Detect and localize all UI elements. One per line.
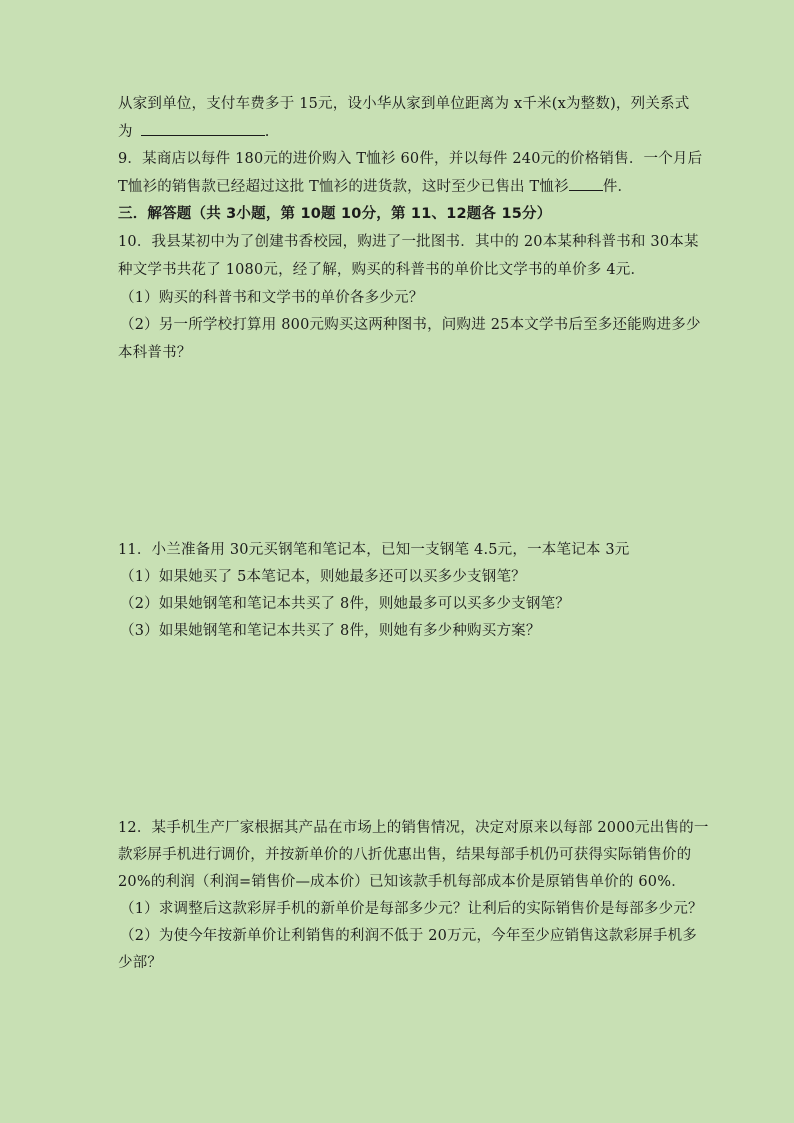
q8-answer-blank[interactable]	[141, 121, 265, 136]
q8-answer-suffix: .	[264, 124, 270, 140]
q10-sub-1: （1）购买的科普书和文学书的单价各多少元？	[120, 290, 424, 306]
q10-line-2: 种文学书共花了 1080元，经了解，购买的科普书的单价比文学书的单价多 4元．	[118, 262, 646, 278]
q12-line-1: 12．某手机生产厂家根据其产品在市场上的销售情况，决定对原来以每部 2000元出售的一	[118, 820, 709, 836]
q12-line-2: 款彩屏手机进行调价，并按新单价的八折优惠出售，结果每部手机仍可获得实际销售价的	[118, 847, 692, 863]
q10-sub-2-line-1: （2）另一所学校打算用 800元购买这两种图书，问购进 25本文学书后至多还能购进多少	[120, 317, 701, 333]
q12-sub-2-line-1: （2）为使今年按新单价让利销售的利润不低于 20万元，今年至少应销售这款彩屏手机多	[120, 928, 697, 944]
q10-sub-2-line-2: 本科普书？	[118, 345, 192, 361]
section-3-heading: 三．解答题（共 3小题，第 10题 10分，第 11、12题各 15分）	[118, 206, 552, 222]
q11-sub-3: （3）如果她钢笔和笔记本共买了 8件，则她有多少种购买方案？	[120, 623, 541, 639]
q9-line-2-suffix: 件．	[602, 179, 633, 195]
q9-line-2	[118, 176, 632, 197]
q11-sub-2: （2）如果她钢笔和笔记本共买了 8件，则她最多可以买多少支钢笔？	[120, 596, 570, 612]
q12-sub-2-line-2: 少部？	[118, 955, 163, 971]
q9-line-1: 9．某商店以每件 180元的进价购入 T恤衫 60件，并以每件 240元的价格销售．一个月后	[118, 151, 703, 167]
q10-line-1: 10．我县某初中为了创建书香校园，购进了一批图书．其中的 20本某种科普书和 30本某	[118, 234, 699, 250]
q8-line-1: 从家到单位，支付车费多于 15元，设小华从家到单位距离为 x千米(x为整数)，列关系式	[118, 96, 690, 112]
q12-sub-1: （1）求调整后这款彩屏手机的新单价是每部多少元？让利后的实际销售价是每部多少元？	[120, 901, 703, 917]
q11-sub-1: （1）如果她买了 5本笔记本，则她最多还可以买多少支钢笔？	[120, 569, 526, 585]
q9-line-2-text: T恤衫的销售款已经超过这批 T恤衫的进货款，这时至少已售出 T恤衫	[118, 179, 569, 195]
q9-answer-blank[interactable]	[569, 176, 603, 191]
q11-line-1: 11．小兰准备用 30元买钢笔和笔记本，已知一支钢笔 4.5元，一本笔记本 3元	[118, 542, 630, 558]
q8-line-2	[118, 121, 270, 142]
q8-answer-prefix: 为	[118, 124, 133, 140]
q12-line-3: 20%的利润（利润=销售价—成本价）已知该款手机每部成本价是原销售单价的 60%．	[118, 874, 686, 890]
